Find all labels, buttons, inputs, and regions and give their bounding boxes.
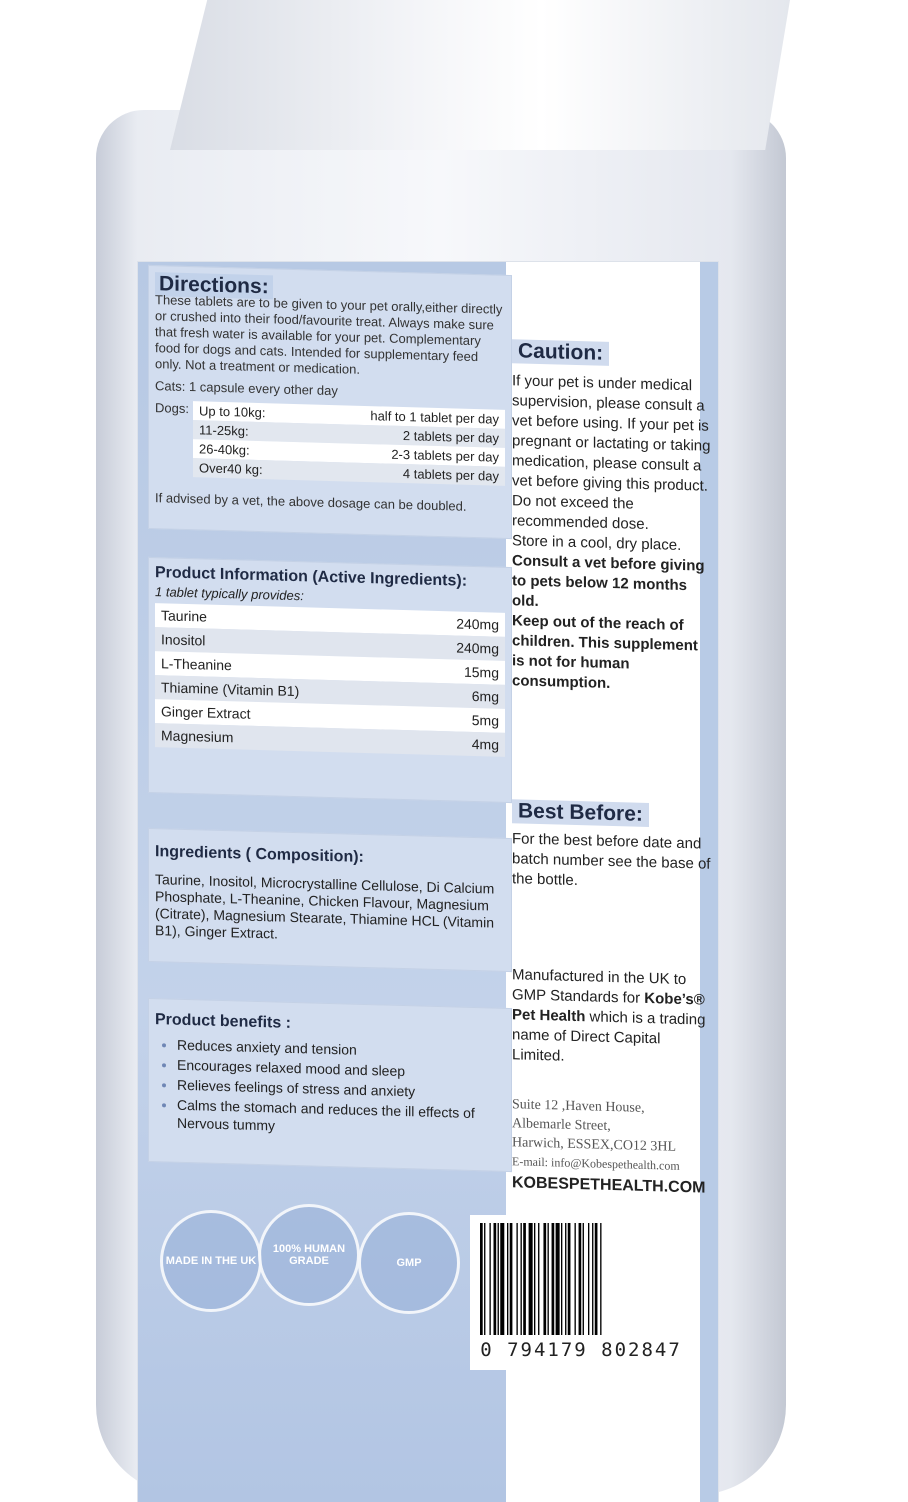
list-item: • Relieves feelings of stress and anxiety <box>177 1076 505 1103</box>
barcode-bar <box>556 1223 560 1335</box>
barcode-bar <box>529 1223 533 1335</box>
barcode-bar <box>568 1223 571 1335</box>
barcode-bar <box>595 1223 598 1335</box>
barcode-bar <box>592 1223 593 1335</box>
directions-heading: Directions: <box>155 272 273 299</box>
list-item: • Calms the stomach and reduces the ill effects of Nervous tummy <box>177 1096 505 1141</box>
barcode-bar <box>507 1223 508 1335</box>
barcode-bar <box>575 1223 576 1335</box>
benefits-box <box>148 998 512 1172</box>
table-row: Inositol 240mg <box>155 627 505 661</box>
caution-p5: Keep out of the reach of children. This supplement is not for human consumption. <box>512 612 698 692</box>
email-address: info@Kobespethealth.com <box>551 1155 680 1173</box>
caution-p1: If your pet is under medical supervision, please consult a vet before using. If your pet is pregnant or lactating or taking medication, please consult a vet before giving this product. <box>512 372 711 495</box>
ingredients-heading: Ingredients ( Composition): <box>155 843 364 866</box>
barcode-bar <box>543 1223 546 1335</box>
directions-intro: These tablets are to be given to your pet orally,either directly or crushed into their food/favourite treat. Always make sure that fresh water is available for your pet. Complementary food for dogs and cats. Intended for supplementary feed only. Not a treatment or medication. <box>155 292 503 377</box>
benefits-heading: Product benefits : <box>155 1011 292 1032</box>
barcode-bar <box>523 1223 526 1335</box>
table-row: Taurine 240mg <box>155 603 505 637</box>
barcode-digits: 0 794179 802847 <box>480 1339 682 1361</box>
active-ingredients-table <box>155 603 505 757</box>
barcode <box>470 1215 692 1370</box>
directions-box <box>148 265 512 539</box>
directions-dogs-label: Dogs: <box>155 400 189 417</box>
brand-name: Kobe’s® Pet Health <box>512 989 705 1026</box>
barcode-bar <box>561 1223 562 1335</box>
caution-p2: Do not exceed the recommended dose. <box>512 492 649 534</box>
barcode-bar <box>494 1223 497 1335</box>
manufacturer-section: Manufactured in the UK to GMP Standards for Kobe’s® Pet Health which is a trading name of Direct Capital Limited. <box>512 966 706 1065</box>
barcode-bar <box>579 1223 582 1335</box>
ingredients-text: Taurine, Inositol, Microcrystalline Cellulose, Di Calcium Phosphate, L-Theanine, Chicken Flavour, Magnesium (Citrate), Magnesium Stearate, Thiamine HCL (Vitamin B1), Ginger Extract. <box>155 871 495 942</box>
bottle-cap <box>170 0 790 150</box>
barcode-bar <box>498 1223 499 1335</box>
website: KOBESPETHEALTH.COM <box>512 1174 706 1197</box>
barcode-bar <box>538 1223 539 1335</box>
barcode-bar <box>548 1223 549 1335</box>
directions-note: If advised by a vet, the above dosage can be doubled. <box>155 490 467 514</box>
barcode-bars <box>478 1223 684 1335</box>
ingredients-box <box>148 828 512 972</box>
best-before-text: For the best before date and batch number see the base of the bottle. <box>512 830 711 890</box>
table-row: Thiamine (Vitamin B1) 6mg <box>155 675 505 709</box>
barcode-bar <box>565 1223 566 1335</box>
table-row: L-Theanine 15mg <box>155 651 505 685</box>
caution-section <box>512 339 712 697</box>
table-row: 11-25kg: 2 tablets per day <box>193 420 505 448</box>
barcode-bar <box>588 1223 589 1335</box>
caution-p4: Consult a vet before giving to pets below 12 months old. <box>512 552 705 610</box>
list-item: • Reduces anxiety and tension <box>177 1036 505 1063</box>
human-grade-badge: 100% HUMAN GRADE <box>258 1204 360 1306</box>
table-row: Up to 10kg: half to 1 tablet per day <box>193 401 505 429</box>
barcode-bar <box>500 1223 504 1335</box>
product-info-heading: Product Information (Active Ingredients): <box>155 564 468 590</box>
barcode-bar <box>521 1223 522 1335</box>
barcode-bar <box>600 1223 601 1335</box>
benefits-list <box>155 1035 505 1141</box>
table-row: 26-40kg: 2-3 tablets per day <box>193 439 505 467</box>
best-before-heading: Best Before: <box>512 799 649 827</box>
gmp-badge: GMP <box>358 1212 460 1314</box>
barcode-bar <box>484 1223 485 1335</box>
dogs-dosage-table <box>193 401 505 486</box>
caution-p3: Store in a cool, dry place. <box>512 532 682 554</box>
made-in-uk-badge: MADE IN THE UK <box>160 1210 262 1312</box>
product-info-box <box>148 557 512 803</box>
address-section: Suite 12 ,Haven House, Albemarle Street, Harwich, ESSEX,CO12 3HL E-mail: info@Kobespethealth.com KOBESPETHEALTH.COM <box>512 1095 712 1198</box>
table-row: Ginger Extract 5mg <box>155 699 505 733</box>
barcode-bar <box>552 1223 555 1335</box>
list-item: • Encourages relaxed mood and sleep <box>177 1056 505 1083</box>
barcode-bar <box>534 1223 535 1335</box>
barcode-bar <box>480 1223 483 1335</box>
barcode-bar <box>583 1223 584 1335</box>
table-row: Over40 kg: 4 tablets per day <box>193 458 505 486</box>
table-row: Magnesium 4mg <box>155 723 505 757</box>
best-before-section <box>512 799 712 895</box>
directions-cats: Cats: 1 capsule every other day <box>155 378 338 399</box>
product-info-subheading: 1 tablet typically provides: <box>155 584 304 604</box>
barcode-bar <box>516 1223 517 1335</box>
barcode-bar <box>510 1223 513 1335</box>
caution-heading: Caution: <box>512 339 609 366</box>
barcode-bar <box>489 1223 490 1335</box>
